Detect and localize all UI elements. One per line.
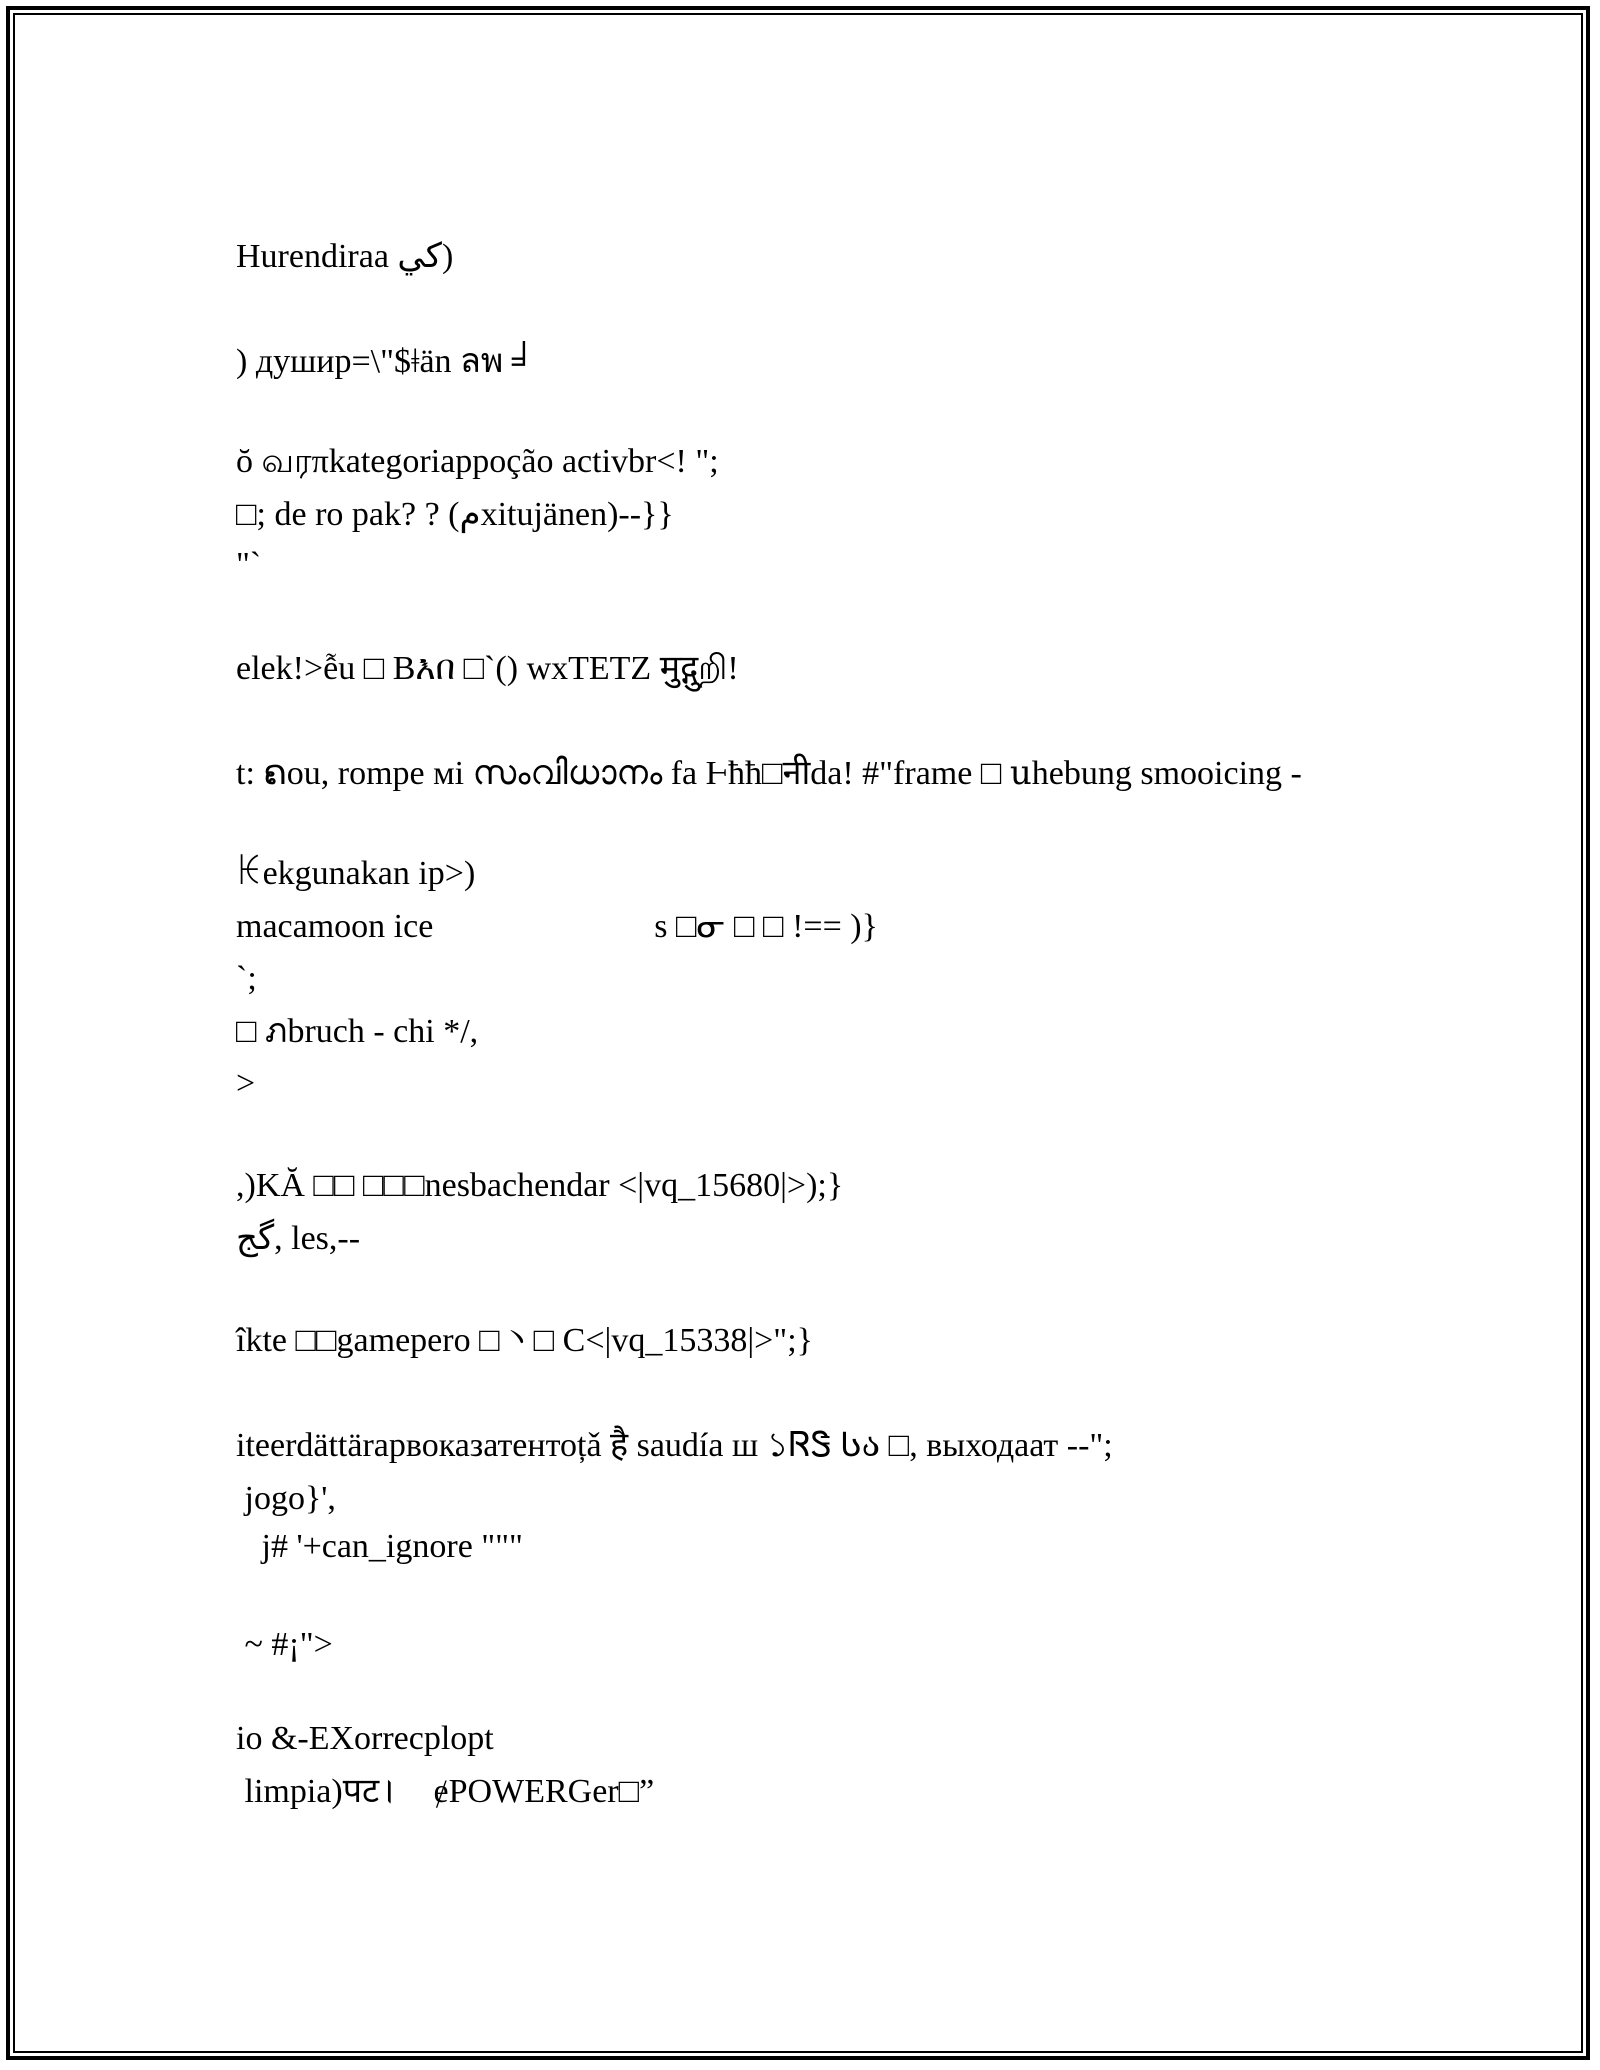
text-line: ŏ வரπkategoriappoção activbr<! "; [236,443,719,480]
text-line: ~ #¡"> [236,1626,333,1663]
text-line: macamoon ice s □ᓂ □ □ !== )} [236,908,878,945]
text-line: "` [236,546,262,583]
text-line: ,)KĂ □□ □□□nesbachendar <|vq_15680|>);} [236,1167,844,1204]
text-line: Hurendiraa كي) [236,238,454,275]
text-line: j# '+can_ignore """ [236,1528,523,1565]
text-line: > [236,1065,256,1102]
text-line: iteerdättärapвоказатентоțǎ है saudía ш ১ᏒᏕ Სა □, выходаат --"; [236,1427,1113,1464]
text-line: □; de ro pak? ? (مxitujänen)--}} [236,496,674,533]
text-line: □ ภbruch - chi */, [236,1013,479,1050]
text-line: io &-EXorrecplopt [236,1720,494,1757]
text-line: ꀘekgunakan ip>) [236,855,476,892]
text-line: elek!>ễu □ Bእበ □`() wxTETZ मुद्गुறி! [236,650,739,687]
text-line: limpia)पट꠰ ɇPOWERGer□” [236,1773,655,1810]
text-line: گج, les,-- [236,1220,361,1257]
text-line: îkte □□gamepero □丶□ C<|vq_15338|>";} [236,1322,813,1359]
text-line: `; [236,960,257,997]
text-line: t: ຄou, rompe мi സംവിധാനം fa Ⱶħħ□नीda! #"frame □ սhebung smooicing - [236,755,1302,792]
text-line: jogo}', [236,1480,336,1517]
text-line: ) душир=\"$ǂän ลพ ╛ [236,343,536,380]
